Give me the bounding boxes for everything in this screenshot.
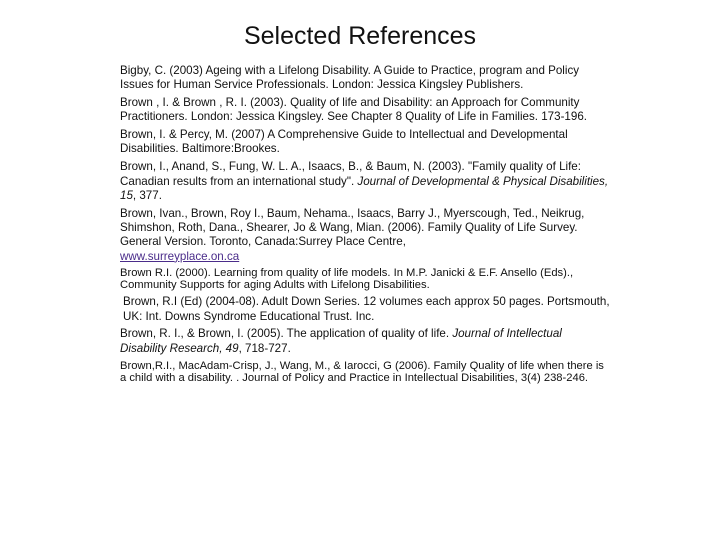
reference-item: Bigby, C. (2003) Ageing with a Lifelong Disability. A Guide to Practice, program and Policy Issues for Human Service Professionals. London: Jessica Kingsley Publishers. (120, 64, 580, 92)
reference-text: Brown, Ivan., Brown, Roy I., Baum, Nehama., Isaacs, Barry J., Myerscough, Ted., Neikrug, Shimshon, Roth, Dana., Shearer, Jo & Wang, Mian. (2006). Family Quality of Life Survey. General Version. Toronto, Canada:Surrey Place Centre, (120, 206, 585, 249)
reference-item: Brown, R.I (Ed) (2004-08). Adult Down Series. 12 volumes each approx 50 pages. Portsmouth, UK: Int. Downs Syndrome Educational Trust. Inc. (123, 295, 610, 323)
journal-title: Journal of Developmental & Physical Disabilities, 15 (120, 174, 609, 202)
reference-item: Brown , I. & Brown , R. I. (2003). Quality of life and Disability: an Approach for Community Practitioners. London: Jessica Kingsley. See Chapter 8 Quality of Life in Families. 173-196. (120, 96, 587, 124)
reference-list (120, 64, 610, 388)
reference-item: Brown,R.I., MacAdam-Crisp, J., Wang, M., & Iarocci, G (2006). Family Quality of life when there is a child with a disability. . Journal of Policy and Practice in Intellectual Disabilities, 3(4) 238-246. (120, 359, 604, 384)
reference-item (120, 327, 610, 356)
reference-item (120, 207, 610, 264)
reference-item: Brown, I. & Percy, M. (2007) A Comprehensive Guide to Intellectual and Developmental Disabilities. Baltimore:Brookes. (120, 128, 568, 156)
reference-text: Brown, R. I., & Brown, I. (2005). The application of quality of life. (120, 327, 453, 341)
reference-item: Brown R.I. (2000). Learning from quality of life models. In M.P. Janicki & E.F. Ansello (Eds)., Community Supports for aging Adults with Lifelong Disabilities. (120, 267, 574, 292)
journal-title: Journal of Intellectual Disability Research, 49 (120, 327, 562, 355)
reference-link[interactable]: www.surreyplace.on.ca (120, 249, 240, 263)
slide-title: Selected References (243, 22, 477, 50)
reference-text: Brown, I., Anand, S., Fung, W. L. A., Isaacs, B., & Baum, N. (2003). "Family quality of Life: Canadian results from an international study". (120, 160, 581, 188)
reference-item (120, 160, 610, 203)
reference-text: , 377. (132, 188, 162, 202)
reference-text: , 718-727. (238, 341, 291, 355)
